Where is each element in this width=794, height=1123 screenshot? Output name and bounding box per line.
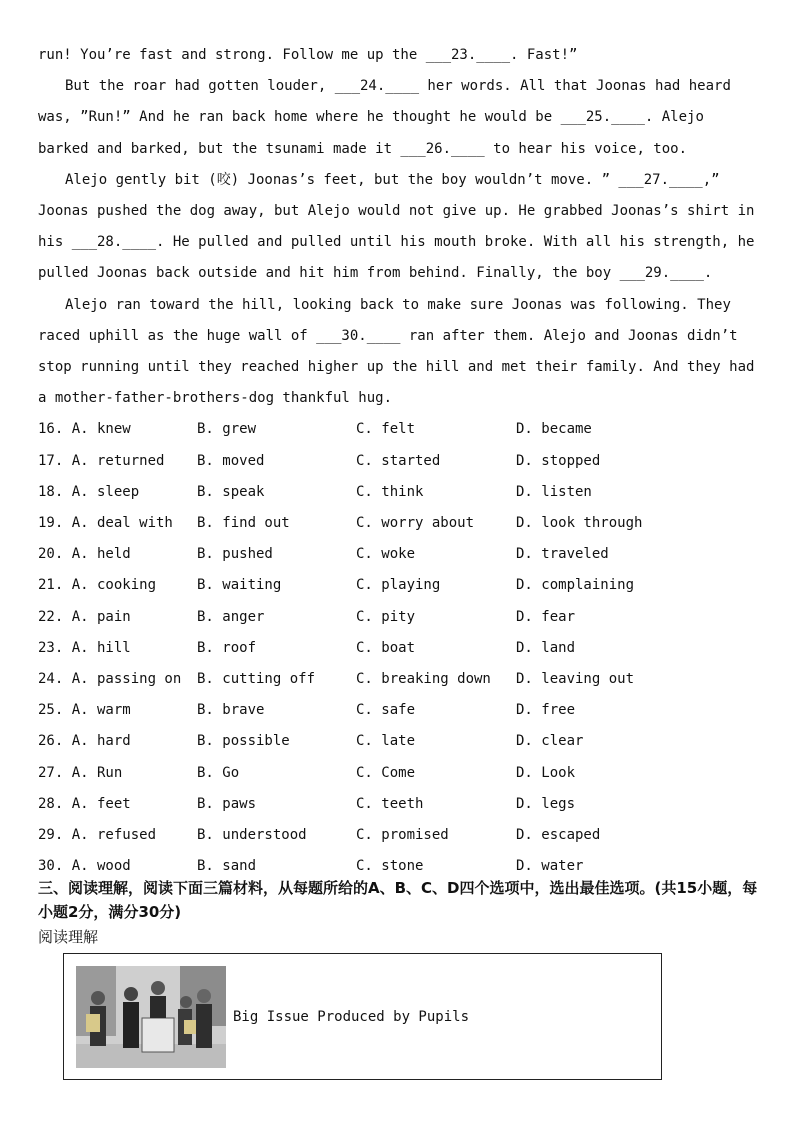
question-row	[38, 789, 758, 820]
passage-paragraph-2: Alejo gently bit (咬) Joonas’s feet, but the boy wouldn’t move. ” ___27.____,” Joonas pushed the dog away, but Alejo would not give up. He grabbed Joonas’s shirt in his ___28.____. He pulled and pulled until his mouth broke. With all his strength, he pulled Joonas back outside and hit him from behind. Finally, the boy ___29.____.	[38, 171, 755, 282]
question-option-a: 17. A. returned	[38, 452, 165, 469]
question-row	[38, 602, 758, 633]
question-option-d: D. complaining	[516, 577, 635, 594]
question-row	[38, 664, 758, 695]
question-option-b: B. grew	[197, 421, 257, 438]
question-option-b: B. paws	[197, 795, 257, 812]
article-photo	[76, 966, 226, 1068]
question-option-a: 18. A. sleep	[38, 483, 140, 500]
question-option-c: C. Come	[356, 764, 416, 781]
question-option-a: 23. A. hill	[38, 639, 131, 656]
question-option-a: 29. A. refused	[38, 826, 157, 843]
question-option-b: B. pushed	[197, 546, 273, 563]
question-option-c: C. boat	[356, 639, 416, 656]
section-subheading: 阅读理解	[38, 928, 99, 947]
question-option-d: D. free	[516, 702, 576, 719]
question-option-c: C. late	[356, 733, 416, 750]
question-row	[38, 851, 758, 882]
question-option-a: 27. A. Run	[38, 764, 123, 781]
question-option-d: D. Look	[516, 764, 576, 781]
question-option-c: C. stone	[356, 858, 424, 875]
passage-paragraph-1: But the roar had gotten louder, ___24.____ her words. All that Joonas had heard was, ”Run!” And he ran back home where he thought he would be ___25.____. Alejo barked and barked, but the tsunami made it ___26.____ to hear his voice, too.	[38, 78, 731, 157]
article-title: Big Issue Produced by Pupils	[233, 1009, 470, 1025]
question-option-a: 16. A. knew	[38, 421, 131, 438]
question-option-a: 20. A. held	[38, 546, 131, 563]
question-option-d: D. leaving out	[516, 670, 635, 687]
question-row	[38, 695, 758, 726]
question-option-d: D. clear	[516, 733, 584, 750]
question-option-d: D. water	[516, 858, 584, 875]
question-option-c: C. breaking down	[356, 670, 491, 687]
question-option-b: B. find out	[197, 515, 290, 531]
passage-paragraph-0: run! You’re fast and strong. Follow me up the ___23.____. Fast!”	[38, 47, 578, 63]
question-option-a: 28. A. feet	[38, 795, 131, 812]
question-row	[38, 414, 758, 445]
question-option-a: 24. A. passing on	[38, 670, 182, 687]
question-option-b: B. anger	[197, 608, 265, 625]
question-option-c: C. safe	[356, 702, 416, 719]
question-option-b: B. possible	[197, 733, 290, 750]
question-row	[38, 820, 758, 851]
question-row	[38, 539, 758, 570]
question-option-d: D. listen	[516, 483, 592, 500]
passage-paragraph-3: Alejo ran toward the hill, looking back to make sure Joonas was following. They raced uphill as the huge wall of ___30.____ ran after them. Alejo and Joonas didn’t stop running until they reached higher up the hill and met their family. And they had a mother-father-brothers-dog thankful hug.	[38, 296, 755, 407]
question-row	[38, 758, 758, 789]
question-option-d: D. look through	[516, 515, 643, 531]
question-option-b: B. sand	[197, 858, 257, 875]
question-option-b: B. moved	[197, 452, 265, 469]
section-heading: 三、阅读理解，阅读下面三篇材料，从每题所给的A、B、C、D四个选项中，选出最佳选项。(共15小题，每小题2分，满分30分)	[38, 879, 758, 922]
question-row	[38, 508, 758, 539]
question-row	[38, 633, 758, 664]
question-option-b: B. roof	[197, 639, 257, 656]
question-option-c: C. pity	[356, 608, 416, 625]
question-option-a: 22. A. pain	[38, 608, 131, 625]
question-option-d: D. became	[516, 421, 592, 438]
question-option-b: B. cutting off	[197, 670, 316, 687]
document-page	[38, 40, 758, 950]
question-option-c: C. think	[356, 483, 424, 500]
question-row	[38, 446, 758, 477]
question-option-b: B. Go	[197, 764, 240, 781]
question-option-d: D. land	[516, 639, 576, 656]
question-option-a: 19. A. deal with	[38, 515, 173, 531]
question-option-a: 30. A. wood	[38, 858, 131, 875]
question-option-d: D. legs	[516, 795, 576, 812]
question-option-b: B. brave	[197, 702, 265, 719]
question-option-b: B. speak	[197, 483, 265, 500]
question-option-c: C. teeth	[356, 795, 424, 812]
question-option-a: 25. A. warm	[38, 702, 131, 719]
question-option-c: C. started	[356, 452, 441, 469]
question-option-d: D. escaped	[516, 826, 601, 843]
article-box	[63, 953, 662, 1080]
question-option-a: 21. A. cooking	[38, 577, 157, 594]
question-option-d: D. fear	[516, 608, 576, 625]
question-option-b: B. waiting	[197, 577, 282, 594]
question-option-c: C. worry about	[356, 515, 475, 531]
question-option-d: D. stopped	[516, 452, 601, 469]
question-option-b: B. understood	[197, 826, 307, 843]
question-option-d: D. traveled	[516, 546, 609, 563]
question-option-c: C. felt	[356, 421, 416, 438]
question-row	[38, 726, 758, 757]
question-list	[38, 414, 758, 882]
question-row	[38, 570, 758, 601]
question-option-c: C. promised	[356, 826, 449, 843]
question-option-c: C. playing	[356, 577, 441, 594]
question-row	[38, 477, 758, 508]
question-option-a: 26. A. hard	[38, 733, 131, 750]
question-option-c: C. woke	[356, 546, 416, 563]
pupils-photo-graphic	[76, 966, 226, 1068]
